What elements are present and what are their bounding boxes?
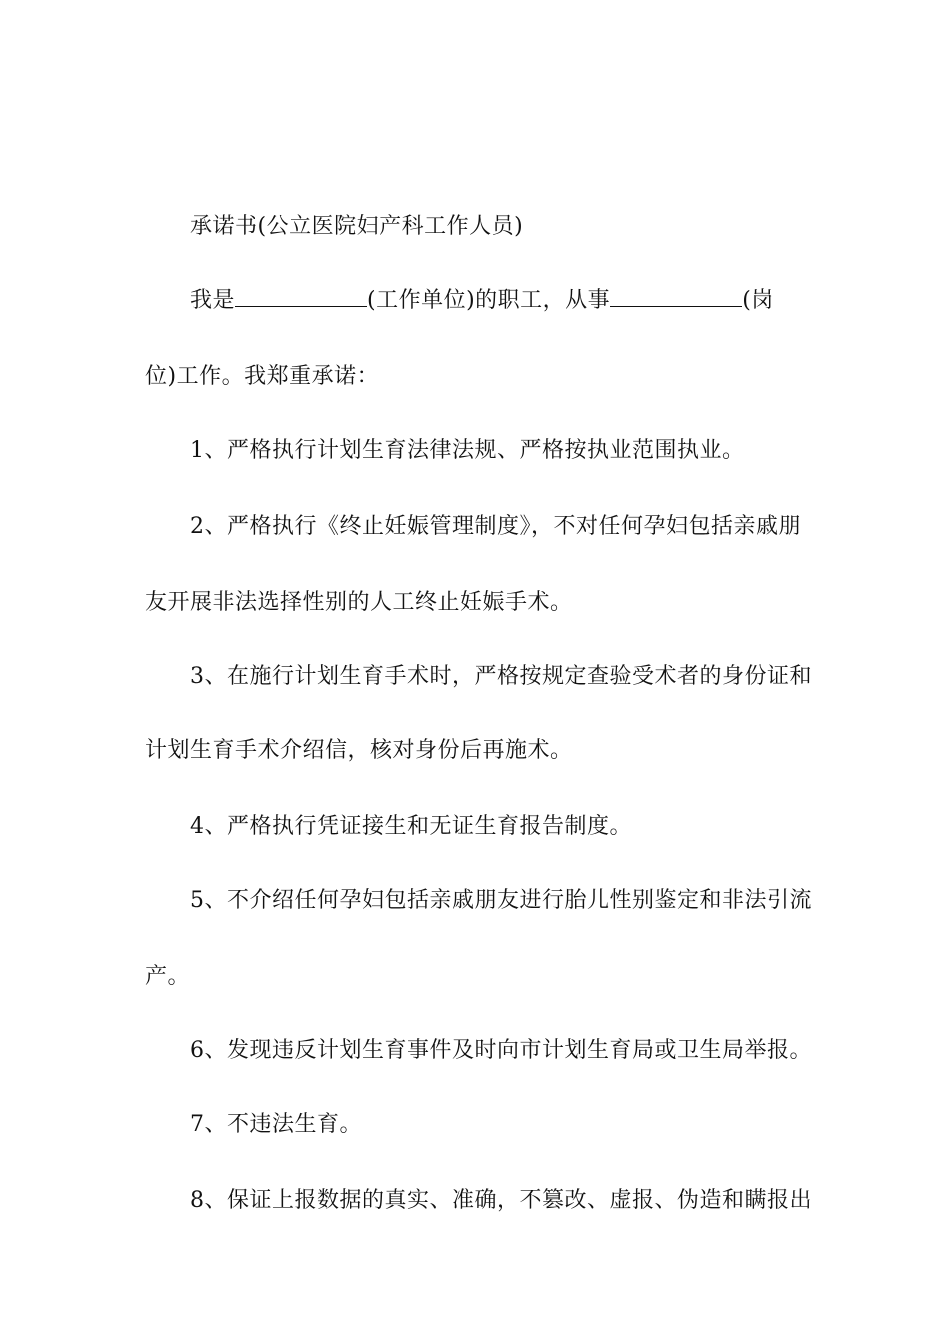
- item-4: 4、严格执行凭证接生和无证生育报告制度。: [190, 814, 632, 839]
- item-6: 6、发现违反计划生育事件及时向市计划生育局或卫生局举报。: [190, 1038, 812, 1063]
- item-2: 2、严格执行《终止妊娠管理制度》，不对任何孕妇包括亲戚朋: [190, 514, 801, 539]
- intro-line: [190, 286, 774, 316]
- item-8: 8、保证上报数据的真实、准确，不篡改、虚报、伪造和瞒报出: [190, 1188, 812, 1213]
- intro-continuation: 位)工作。我郑重承诺：: [145, 364, 380, 389]
- item-7: 7、不违法生育。: [190, 1112, 362, 1137]
- intro-prefix: 我是: [190, 288, 236, 313]
- item-5-continued: 产。: [145, 964, 191, 989]
- post-blank: [610, 286, 742, 307]
- item-3-continued: 计划生育手术介绍信，核对身份后再施术。: [145, 738, 573, 763]
- intro-unit-hint: (工作单位)的职工，从事: [367, 288, 611, 313]
- item-3: 3、在施行计划生育手术时，严格按规定查验受术者的身份证和: [190, 664, 812, 689]
- item-1: 1、严格执行计划生育法律法规、严格按执业范围执业。: [190, 438, 745, 463]
- item-2-continued: 友开展非法选择性别的人工终止妊娠手术。: [145, 590, 573, 615]
- document-title: 承诺书(公立医院妇产科工作人员): [190, 214, 524, 239]
- intro-post-hint: (岗: [742, 288, 774, 313]
- item-5: 5、不介绍任何孕妇包括亲戚朋友进行胎儿性别鉴定和非法引流: [190, 888, 812, 913]
- work-unit-blank: [235, 286, 367, 307]
